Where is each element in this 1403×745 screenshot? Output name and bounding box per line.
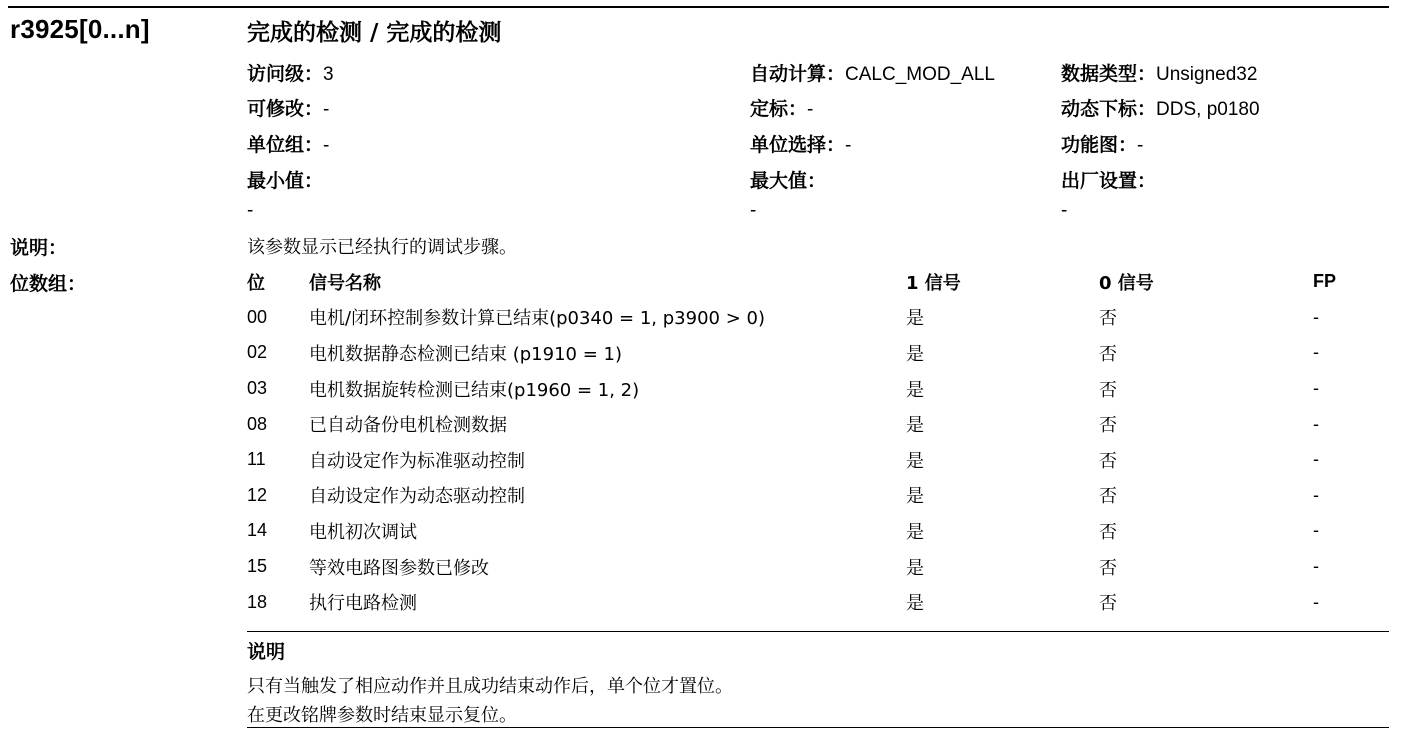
- bit-number: 15: [247, 556, 268, 577]
- attr-value: -: [845, 135, 852, 156]
- header-bit: 位: [247, 272, 265, 294]
- attr-access-level: [247, 59, 334, 86]
- attr-modifiable: [247, 94, 329, 121]
- note-title: 说明: [247, 641, 286, 663]
- fp-value: -: [1313, 306, 1319, 327]
- attr-function-diagram: [1061, 130, 1143, 157]
- attr-label: 数据类型：: [1061, 63, 1157, 85]
- signal-1-value: 是: [906, 343, 924, 365]
- fp-value: -: [1313, 449, 1319, 470]
- description-label: 说明：: [10, 237, 68, 259]
- fp-value: -: [1313, 556, 1319, 577]
- attr-unit-select: [750, 130, 851, 157]
- bit-array-label: 位数组：: [10, 273, 87, 295]
- description-text: 该参数显示已经执行的调试步骤。: [247, 237, 517, 258]
- table-row: [247, 371, 1373, 407]
- attr-label: 自动计算：: [750, 63, 846, 85]
- signal-name: 等效电路图参数已修改: [309, 557, 489, 579]
- signal-0-value: 否: [1099, 343, 1117, 365]
- signal-name: 电机/闭环控制参数计算已结束(p0340 = 1, p3900 > 0): [309, 308, 765, 330]
- signal-0-value: 否: [1099, 379, 1117, 401]
- signal-1-value: 是: [906, 415, 924, 437]
- attr-value: CALC_MOD_ALL: [845, 64, 995, 85]
- note-top-rule: [247, 631, 1389, 632]
- table-row: [247, 549, 1373, 585]
- attr-value: Unsigned32: [1156, 64, 1258, 85]
- attr-label: 动态下标：: [1061, 98, 1157, 120]
- attr-value: -: [1061, 200, 1068, 221]
- signal-0-value: 否: [1099, 593, 1117, 615]
- attr-value: -: [807, 99, 814, 120]
- note-line: 只有当触发了相应动作并且成功结束动作后，单个位才置位。: [247, 676, 733, 697]
- signal-0-value: 否: [1099, 486, 1117, 508]
- attr-label: 最小值：: [247, 170, 324, 192]
- fp-value: -: [1313, 484, 1319, 505]
- attr-factory-value: [1061, 199, 1067, 222]
- parameter-id: r3925[0...n]: [10, 14, 150, 44]
- attr-min-label: [247, 166, 323, 193]
- bit-number: 08: [247, 413, 268, 434]
- signal-1-value: 是: [906, 486, 924, 508]
- attr-label: 功能图：: [1061, 134, 1138, 156]
- signal-1-value: 是: [906, 593, 924, 615]
- signal-name: 电机初次调试: [309, 521, 417, 543]
- bit-number: 02: [247, 342, 268, 363]
- bit-array-table: [247, 264, 1373, 620]
- attr-data-type: [1061, 59, 1257, 86]
- table-row: [247, 478, 1373, 514]
- header-rule: [8, 6, 1389, 8]
- bit-number: 11: [247, 449, 266, 470]
- table-header-row: [247, 264, 1373, 300]
- signal-1-value: 是: [906, 379, 924, 401]
- table-row: [247, 442, 1373, 478]
- signal-name: 自动设定作为动态驱动控制: [309, 486, 525, 508]
- signal-name: 电机数据旋转检测已结束(p1960 = 1, 2): [309, 379, 640, 401]
- attr-value: -: [323, 99, 330, 120]
- signal-name: 自动设定作为标准驱动控制: [309, 450, 525, 472]
- signal-0-value: 否: [1099, 450, 1117, 472]
- fp-value: -: [1313, 413, 1319, 434]
- fp-value: -: [1313, 591, 1319, 612]
- attr-value: -: [750, 200, 757, 221]
- attr-label: 单位选择：: [750, 134, 846, 156]
- attr-auto-calc: [750, 59, 995, 86]
- table-row: [247, 513, 1373, 549]
- attr-label: 定标：: [750, 98, 808, 120]
- bit-number: 14: [247, 520, 268, 541]
- attr-label: 可修改：: [247, 98, 324, 120]
- header-signal-0: 0 信号: [1099, 272, 1154, 294]
- signal-name: 执行电路检测: [309, 593, 417, 615]
- header-fp: FP: [1313, 271, 1337, 292]
- note-line: 在更改铭牌参数时结束显示复位。: [247, 705, 517, 726]
- signal-1-value: 是: [906, 521, 924, 543]
- signal-0-value: 否: [1099, 557, 1117, 579]
- signal-1-value: 是: [906, 308, 924, 330]
- signal-0-value: 否: [1099, 521, 1117, 543]
- bit-number: 12: [247, 484, 268, 505]
- attr-label: 出厂设置：: [1061, 170, 1157, 192]
- table-row: [247, 300, 1373, 336]
- bit-number: 00: [247, 306, 268, 327]
- table-row: [247, 335, 1373, 371]
- attr-value: 3: [323, 64, 334, 85]
- fp-value: -: [1313, 342, 1319, 363]
- signal-0-value: 否: [1099, 308, 1117, 330]
- attr-unit-group: [247, 130, 329, 157]
- header-signal-1: 1 信号: [906, 272, 961, 294]
- table-row: [247, 406, 1373, 442]
- table-row: [247, 584, 1373, 620]
- header-signal-name: 信号名称: [309, 272, 381, 294]
- signal-1-value: 是: [906, 557, 924, 579]
- attr-max-label: [750, 166, 826, 193]
- parameter-title: 完成的检测 / 完成的检测: [247, 20, 502, 46]
- attr-label: 最大值：: [750, 170, 827, 192]
- signal-name: 已自动备份电机检测数据: [309, 415, 507, 437]
- attr-value: DDS, p0180: [1156, 99, 1260, 120]
- signal-1-value: 是: [906, 450, 924, 472]
- attr-value: -: [1137, 135, 1144, 156]
- fp-value: -: [1313, 378, 1319, 399]
- attr-max-value: [750, 199, 756, 222]
- fp-value: -: [1313, 520, 1319, 541]
- signal-name: 电机数据静态检测已结束 (p1910 = 1): [309, 343, 622, 365]
- attr-value: -: [323, 135, 330, 156]
- bit-number: 03: [247, 378, 268, 399]
- attr-label: 单位组：: [247, 134, 324, 156]
- attr-factory-label: [1061, 166, 1156, 193]
- attr-dynamic-index: [1061, 94, 1260, 121]
- note-bottom-rule: [247, 727, 1389, 728]
- attr-value: -: [247, 200, 254, 221]
- attr-min-value: [247, 199, 253, 222]
- attr-calibration: [750, 94, 813, 121]
- signal-0-value: 否: [1099, 415, 1117, 437]
- attr-label: 访问级：: [247, 63, 324, 85]
- bit-number: 18: [247, 591, 268, 612]
